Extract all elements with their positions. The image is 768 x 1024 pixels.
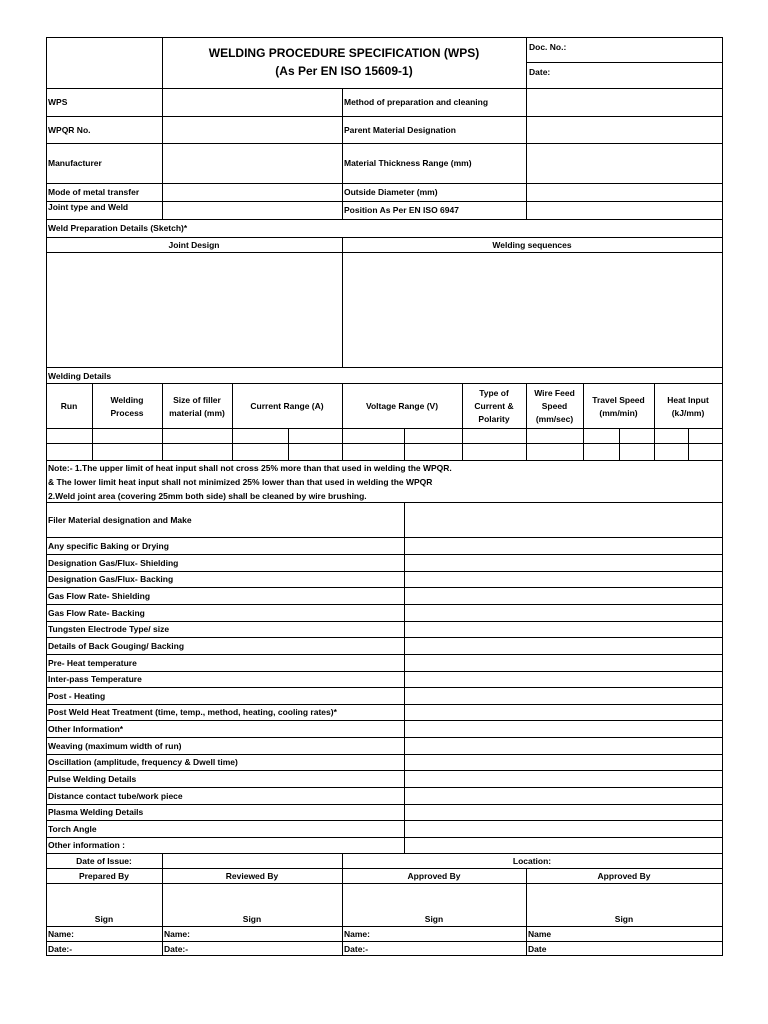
gas-backing-field[interactable] [406,573,721,586]
reviewed-by-header: Reviewed By [225,871,279,881]
welding-details-cell[interactable] [464,430,525,442]
grid-line [46,687,723,688]
approved-by-2-header: Approved By [597,871,651,881]
welding-details-cell[interactable] [528,430,582,442]
form-title-line2: (As Per EN ISO 15609-1) [275,64,413,78]
flow-shielding-label: Gas Flow Rate- Shielding [48,590,151,601]
doc-no-field[interactable] [528,39,721,61]
grid-line [46,219,723,220]
form-title-line1: WELDING PROCEDURE SPECIFICATION (WPS) [208,46,480,60]
welding-details-cell[interactable] [690,430,721,442]
prepared-by-header: Prepared By [78,871,130,881]
welding-details-cell[interactable] [621,430,653,442]
grid-line [46,537,723,538]
col-current-range-header: Current Range (A) [250,401,324,411]
grid-line [46,367,723,368]
welding-details-cell[interactable] [344,430,403,442]
grid-line [232,383,233,460]
grid-line [46,941,723,942]
grid-line [404,502,405,853]
welding-details-cell[interactable] [94,445,161,459]
filler-material-field[interactable] [406,504,721,536]
prepared-by-sign-label: Sign [94,914,114,924]
other-information-field[interactable] [406,722,721,736]
grid-line [342,237,343,367]
prepared-by-name-label: Name: [48,929,74,939]
grid-line [162,853,163,956]
grid-line [342,853,343,956]
welding-details-cell[interactable] [585,430,618,442]
grid-line [46,237,723,238]
thickness-range-field[interactable] [528,145,721,182]
joint-design-sketch[interactable] [48,254,341,366]
grid-line [46,955,723,956]
welding-details-cell[interactable] [656,445,687,459]
grid-line [46,383,723,384]
col-heat-input-header: Heat Input (kJ/mm) [667,394,709,418]
other-info-2-field[interactable] [406,839,721,852]
grid-line [46,201,723,202]
back-gouging-field[interactable] [406,639,721,653]
weaving-field[interactable] [406,739,721,753]
note-line-2: & The lower limit heat input shall not minimized 25% lower than that used in welding the WPQR [48,477,433,487]
reviewed-by-sign-label: Sign [242,914,262,924]
joint-design-header: Joint Design [168,240,220,250]
grid-line [46,37,723,38]
wpqr-no-field[interactable] [164,118,341,142]
col-travel-speed-header: Travel Speed (mm/min) [592,394,645,418]
welding-details-cell[interactable] [234,445,287,459]
welding-details-cell[interactable] [690,445,721,459]
prepared-by-date-label: Date:- [48,944,73,954]
approved-by-1-name-label: Name: [344,929,370,939]
welding-details-cell[interactable] [164,430,231,442]
back-gouging-label: Details of Back Gouging/ Backing [48,640,185,651]
pwht-field[interactable] [406,706,721,719]
grid-line [46,460,723,461]
grid-line [46,804,723,805]
grid-line [46,443,723,444]
prep-method-label: Method of preparation and cleaning [344,97,489,107]
note-line-3: 2.Weld joint area (covering 25mm both side) shall be cleaned by wire brushing. [48,491,367,501]
note-line-1: Note:- 1.The upper limit of heat input shall not cross 25% more than that used in welding the WPQR. [48,463,452,473]
grid-line [46,571,723,572]
joint-type-label: Joint type and Weld [48,202,129,212]
torch-angle-field[interactable] [406,822,721,836]
grid-line [46,428,723,429]
plasma-welding-label: Plasma Welding Details [48,807,144,817]
welding-details-title: Welding Details [48,371,112,381]
grid-line [526,62,723,63]
grid-line [46,737,723,738]
grid-line [46,116,723,117]
welding-details-cell[interactable] [48,430,91,442]
approved-by-2-name-label: Name [528,929,552,939]
gas-shielding-label: Designation Gas/Flux- Shielding [48,557,179,568]
interpass-temp-field[interactable] [406,673,721,686]
other-information-label: Other Information* [48,723,124,734]
grid-line [46,621,723,622]
grid-line [342,88,343,219]
wps-field[interactable] [164,90,341,115]
grid-line [46,787,723,788]
baking-drying-label: Any specific Baking or Drying [48,540,169,551]
tungsten-electrode-field[interactable] [406,623,721,636]
grid-line [46,143,723,144]
post-heating-field[interactable] [406,689,721,703]
other-info-2-label: Other information : [48,840,125,850]
welding-details-cell[interactable] [528,445,582,459]
grid-line [46,883,723,884]
approved-by-1-date-label: Date:- [344,944,369,954]
welding-details-cell[interactable] [234,430,287,442]
grid-line [619,428,620,460]
welding-details-cell[interactable] [48,445,91,459]
grid-line [46,252,723,253]
welding-details-cell[interactable] [464,445,525,459]
approved-by-2-sign-label: Sign [614,914,634,924]
grid-line [46,554,723,555]
contact-distance-field[interactable] [406,789,721,803]
oscillation-field[interactable] [406,756,721,769]
grid-line [46,820,723,821]
parent-material-label: Parent Material Designation [344,124,456,135]
grid-line [46,654,723,655]
gas-backing-label: Designation Gas/Flux- Backing [48,574,174,584]
date-of-issue-label: Date of Issue: [76,856,132,866]
position-label: Position As Per EN ISO 6947 [344,205,459,215]
welding-details-cell[interactable] [406,430,461,442]
welding-details-cell[interactable] [344,445,403,459]
wps-label: WPS [48,97,68,107]
welding-details-cell[interactable] [656,430,687,442]
metal-transfer-field[interactable] [164,185,341,200]
contact-distance-label: Distance contact tube/work piece [48,790,183,801]
grid-line [404,428,405,460]
welding-sequences-sketch[interactable] [344,254,721,366]
interpass-temp-label: Inter-pass Temperature [48,674,142,684]
location-label: Location: [512,856,552,866]
grid-line [46,926,723,927]
grid-line [162,37,163,88]
parent-material-field[interactable] [528,118,721,142]
reviewed-by-date-label: Date:- [164,944,189,954]
welding-sequences-header: Welding sequences [492,240,572,250]
grid-line [342,383,343,460]
grid-line [46,754,723,755]
welding-details-cell[interactable] [290,445,341,459]
grid-line [46,183,723,184]
grid-line [46,770,723,771]
pulse-welding-field[interactable] [406,772,721,786]
outside-diameter-field[interactable] [528,185,721,200]
flow-shielding-field[interactable] [406,589,721,603]
flow-backing-label: Gas Flow Rate- Backing [48,607,145,618]
outside-diameter-label: Outside Diameter (mm) [344,187,438,197]
grid-line [162,88,163,219]
filler-material-label: Filer Material designation and Make [48,514,192,525]
welding-details-cell[interactable] [94,430,161,442]
date-label: Date: [529,67,551,77]
grid-line [526,868,527,956]
post-heating-label: Post - Heating [48,690,106,701]
pulse-welding-label: Pulse Welding Details [48,773,137,784]
tungsten-electrode-label: Tungsten Electrode Type/ size [48,624,170,634]
col-voltage-range-header: Voltage Range (V) [365,401,439,411]
col-filler-size-header: Size of filler material (mm) [169,394,225,418]
grid-line [688,428,689,460]
grid-line [46,502,723,503]
joint-type-field[interactable] [164,203,341,218]
approved-by-1-header: Approved By [407,871,461,881]
manufacturer-label: Manufacturer [48,158,102,168]
welding-details-cell[interactable] [164,445,231,459]
welding-details-cell[interactable] [585,445,618,459]
grid-line [46,637,723,638]
approved-by-1-sign-label: Sign [424,914,444,924]
welding-details-cell[interactable] [290,430,341,442]
grid-line [46,837,723,838]
grid-line [46,88,723,89]
torch-angle-label: Torch Angle [48,823,97,834]
thickness-range-label: Material Thickness Range (mm) [344,158,472,168]
baking-drying-field[interactable] [406,539,721,553]
prep-method-field[interactable] [528,90,721,115]
col-wire-feed-header: Wire Feed Speed (mm/sec) [534,388,575,424]
date-field[interactable] [528,64,721,87]
pwht-label: Post Weld Heat Treatment (time, temp., method, heating, cooling rates)* [48,707,337,717]
wpqr-no-label: WPQR No. [48,124,91,135]
preheat-temp-field[interactable] [406,656,721,670]
date-of-issue-field[interactable] [164,855,341,867]
weld-prep-title: Weld Preparation Details (Sketch)* [48,223,188,233]
grid-line [46,720,723,721]
grid-line [288,428,289,460]
metal-transfer-label: Mode of metal transfer [48,187,140,197]
col-run-header: Run [60,401,78,411]
grid-line [46,704,723,705]
grid-line [46,587,723,588]
grid-line [46,853,723,854]
grid-line [722,37,723,956]
grid-line [46,604,723,605]
approved-by-2-date-label: Date [528,944,547,954]
grid-line [46,37,47,956]
flow-backing-field[interactable] [406,606,721,620]
col-welding-process-header: Welding Process [110,394,144,418]
welding-details-cell[interactable] [406,445,461,459]
position-field[interactable] [528,203,721,218]
plasma-welding-field[interactable] [406,806,721,819]
preheat-temp-label: Pre- Heat temperature [48,657,137,668]
col-current-type-header: Type of Current & Polarity [474,388,514,424]
doc-no-label: Doc. No.: [529,42,567,52]
grid-line [46,671,723,672]
grid-line [526,88,527,219]
weaving-label: Weaving (maximum width of run) [48,740,182,751]
oscillation-label: Oscillation (amplitude, frequency & Dwell time) [48,757,238,767]
gas-shielding-field[interactable] [406,556,721,570]
welding-details-cell[interactable] [621,445,653,459]
grid-line [46,868,723,869]
manufacturer-field[interactable] [164,145,341,182]
reviewed-by-name-label: Name: [164,929,190,939]
